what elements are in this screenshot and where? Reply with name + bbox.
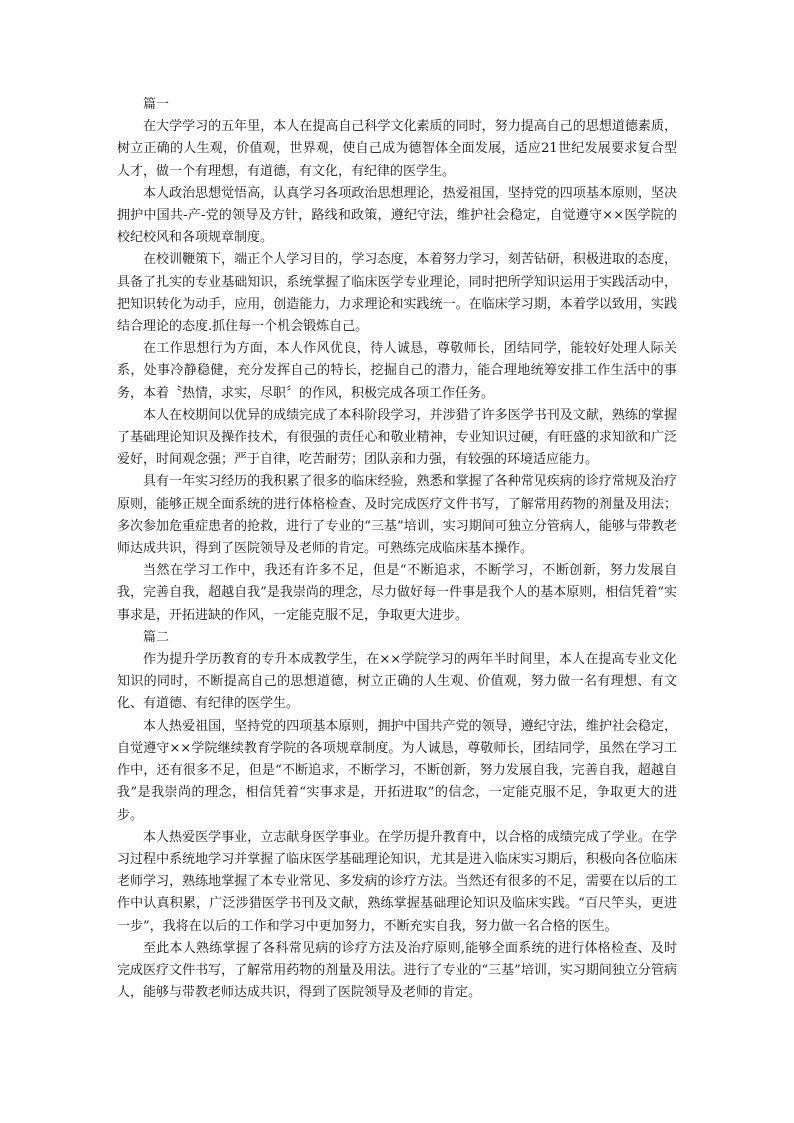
paragraph: 至此本人熟练掌握了各科常见病的诊疗方法及治疗原则,能够全面系统的进行体格检查、及时完成医疗文件书写，了解常用药物的剂量及用法。进行了专业的“三基”培训，实习期间独立分管病人，能够与带教老师达成共识，得到了医院领导及老师的肯定。	[117, 940, 677, 1001]
document-body	[117, 94, 677, 1004]
paragraph: 本人热爱医学事业，立志献身医学事业。在学历提升教育中，以合格的成绩完成了学业。在学习过程中系统地学习并掌握了临床医学基础理论知识，尤其是进入临床实习期后，积极向各位临床老师学习，熟练地掌握了本专业常见、多发病的诊疗方法。当然还有很多的不足，需要在以后的工作中认真积累，广泛涉猎医学书刊及文献，熟练掌握基础理论知识及临床实践。“百尺竿头，更进一步”，我将在以后的工作和学习中更加努力，不断充实自我，努力做一名合格的医生。	[117, 829, 677, 934]
paragraph: 本人热爱祖国，坚持党的四项基本原则，拥护中国共产党的领导，遵纪守法，维护社会稳定，自觉遵守××学院继续教育学院的各项规章制度。为人诚恳，尊敬师长，团结同学，虽然在学习工作中，还有很多不足，但是“不断追求，不断学习，不断创新，努力发展自我，完善自我，超越自我”是我崇尚的理念，相信凭着“实事求是，开拓进取”的信念，一定能克服不足，争取更大的进步。	[117, 718, 677, 823]
paragraph: 作为提升学历教育的专升本成教学生，在××学院学习的两年半时间里，本人在提高专业文化知识的同时，不断提高自己的思想道德，树立正确的人生观、价值观，努力做一名有理想、有文化、有道德、有纪律的医学生。	[117, 652, 677, 712]
paragraph: 本人在校期间以优异的成绩完成了本科阶段学习，并涉猎了许多医学书刊及文献，熟练的掌握了基础理论知识及操作技术，有很强的责任心和敬业精神，专业知识过硬，有旺盛的求知欲和广泛爱好，时间观念强；严于自律，吃苦耐劳；团队亲和力强，有较强的环境适应能力。	[117, 407, 677, 468]
paragraph: 当然在学习工作中，我还有许多不足，但是“不断追求，不断学习，不断创新，努力发展自我，完善自我，超越自我”是我崇尚的理念，尽力做好每一件事是我个人的基本原则，相信凭着“实事求是，开拓进缺的作风，一定能克服不足，争取更大进步。	[117, 563, 677, 623]
section-heading: 篇二	[143, 629, 170, 645]
paragraph: 在校训鞭策下，端正个人学习目的，学习态度，本着努力学习，刻苦钻研，积极进取的态度，具备了扎实的专业基础知识，系统掌握了临床医学专业理论，同时把所学知识运用于实践活动中，把知识转化为动手，应用，创造能力，力求理论和实践统一。在临床学习期，本着学以致用，实践结合理论的态度.抓住每一个机会锻炼自己。	[117, 252, 677, 335]
section-2	[117, 627, 677, 1004]
paragraph: 本人政治思想觉悟高，认真学习各项政治思想理论，热爱祖国，坚持党的四项基本原则，坚决拥护中国共-产-党的领导及方针，路线和政策，遵纪守法，维护社会稳定，自觉遵守××医学院的校纪校风和各项规章制度。	[117, 185, 677, 246]
paragraph: 在大学学习的五年里，本人在提高自己科学文化素质的同时，努力提高自己的思想道德素质，树立正确的人生观，价值观，世界观，使自己成为德智体全面发展，适应21世纪发展要求复合型人才，做一个有理想，有道德，有文化，有纪律的医学生。	[117, 119, 677, 179]
section-1	[117, 94, 677, 627]
paragraph: 具有一年实习经历的我积累了很多的临床经验，熟悉和掌握了各种常见疾病的诊疗常规及治疗原则，能够正规全面系统的进行体格检查、及时完成医疗文件书写，了解常用药物的剂量及用法；多次参加危重症患者的抢救，进行了专业的“三基”培训，实习期间可独立分管病人，能够与带教老师达成共识，得到了医院领导及老师的肯定。可熟练完成临床基本操作。	[117, 474, 677, 557]
section-heading: 篇一	[143, 97, 170, 112]
paragraph: 在工作思想行为方面，本人作风优良，待人诚恳，尊敬师长，团结同学，能较好处理人际关系，处事冷静稳健，充分发挥自己的特长，挖掘自己的潜力，能合理地统筹安排工作生活中的事务，本着〝热情，求实，尽职〞的作风，积极完成各项工作任务。	[117, 341, 677, 401]
